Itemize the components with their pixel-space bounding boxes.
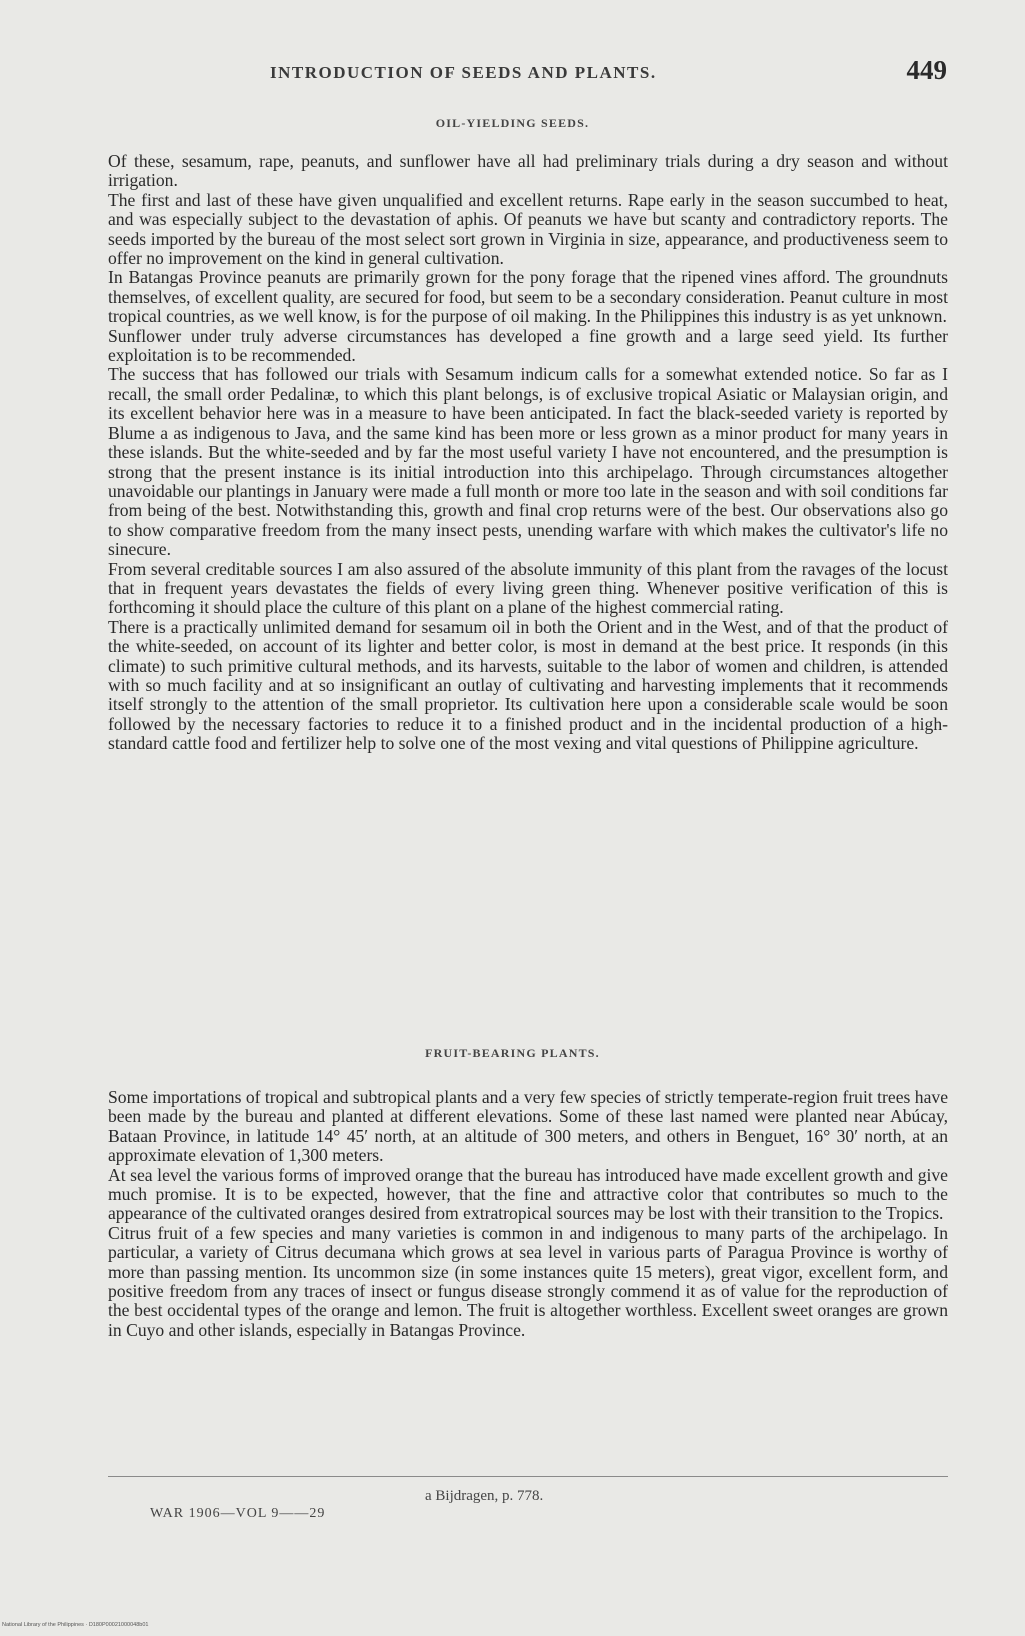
page-header <box>110 55 947 89</box>
scan-credit: National Library of the Philippines · D180P00021000048b01 <box>2 1622 149 1628</box>
oil-seeds-text <box>108 152 948 754</box>
page-number: 449 <box>906 55 947 85</box>
footnote-divider <box>108 1476 948 1477</box>
signature-mark: WAR 1906—VOL 9——29 <box>150 1506 326 1521</box>
paragraph: The first and last of these have given unqualified and excellent returns. Rape early in the season succumbed to heat, and was especially subject to the devastation of aphis. Of peanuts we have but scanty and contradictory reports. The seeds imported by the bureau of the most select sort grown in Virginia in size, appearance, and productiveness seem to offer no improvement on the kind in general cultivation. <box>108 189 948 269</box>
running-head: INTRODUCTION OF SEEDS AND PLANTS. <box>270 63 657 82</box>
paragraph: Of these, sesamum, rape, peanuts, and sunflower have all had preliminary trials during a dry season and without irrigation. <box>108 151 948 191</box>
paragraph: In Batangas Province peanuts are primarily grown for the pony forage that the ripened vines afford. The groundnuts themselves, of excellent quality, are secured for food, but seem to be a secondary consideration. Peanut culture in most tropical countries, as we well know, is for the purpose of oil making. In the Philippines this industry is as yet unknown. <box>108 267 948 327</box>
paragraph: Citrus fruit of a few species and many varieties is common in and indigenous to many parts of the archipelago. In particular, a variety of Citrus decumana which grows at sea level in various parts of Paragua Province is worthy of more than passing mention. Its uncommon size (in some instances quite 15 meters), great vigor, excellent form, and positive freedom from any traces of insect or fungus disease strongly commend it as of value for the reproduction of the best occidental types of the orange and lemon. The fruit is altogether worthless. Excellent sweet oranges are grown in Cuyo and other islands, especially in Batangas Province. <box>108 1222 948 1340</box>
paragraph: The success that has followed our trials with Sesamum indicum calls for a somewhat extended notice. So far as I recall, the small order Pedalinæ, to which this plant belongs, is of exclusive tropical Asiatic or Malaysian origin, and its excellent behavior here was in a measure to have been anticipated. In fact the black-seeded variety is reported by Blume a as indigenous to Java, and the same kind has been more or less grown as a minor product for many years in these islands. But the white-seeded and by far the most useful variety I have not encountered, and the presumption is strong that the present instance is its initial introduction into this archipelago. Through circumstances altogether unavoidable our plantings in January were made a full month or more too late in the season and with soil conditions far from being of the best. Notwithstanding this, growth and final crop returns were of the best. Our observations also go to show comparative freedom from the many insect pests, unending warfare with which makes the cultivator's life no sinecure. <box>108 364 948 560</box>
paragraph: Some importations of tropical and subtropical plants and a very few species of strictly temperate-region fruit trees have been made by the bureau and planted at different elevations. Some of these last named were planted near Abúcay, Bataan Province, in latitude 14° 45′ north, at an altitude of 300 meters, and others in Benguet, 16° 30′ north, at an approximate elevation of 1,300 meters. <box>108 1087 948 1166</box>
paragraph: At sea level the various forms of improved orange that the bureau has introduced have made excellent growth and give much promise. It is to be expected, however, that the fine and attractive color that contributes so much to the appearance of the cultivated oranges desired from extratropical sources may be lost with their transition to the Tropics. <box>108 1164 948 1224</box>
footnote: a Bijdragen, p. 778. <box>425 1488 544 1504</box>
paragraph: From several creditable sources I am also assured of the absolute immunity of this plant from the ravages of the locust that in frequent years devastates the fields of every living green thing. Whenever positive verification of this is forthcoming it should place the culture of this plant on a plane of the highest commercial rating. <box>108 558 948 618</box>
paragraph: Sunflower under truly adverse circumstances has developed a fine growth and a large seed yield. Its further exploitation is to be recommended. <box>108 325 948 366</box>
paragraph: There is a practically unlimited demand for sesamum oil in both the Orient and in the West, and of that the product of the white-seeded, on account of its lighter and better color, is most in demand at the best price. It responds (in this climate) to such primitive cultural methods, and its harvests, suitable to the labor of women and children, is attended with so much facility and at so insignificant an outlay of cultivating and harvesting implements that it recommends itself strongly to the attention of the small proprietor. Its cultivation here upon a considerable scale would be soon followed by the necessary factories to reduce it to a finished product and in the incidental production of a high-standard cattle food and fertilizer help to solve one of the most vexing and vital questions of Philippine agriculture. <box>108 616 948 754</box>
section-heading-oil-yielding-seeds: OIL-YIELDING SEEDS. <box>435 116 590 130</box>
fruit-plants-text <box>108 1088 948 1340</box>
section-heading-fruit-bearing-plants: FRUIT-BEARING PLANTS. <box>425 1046 600 1060</box>
